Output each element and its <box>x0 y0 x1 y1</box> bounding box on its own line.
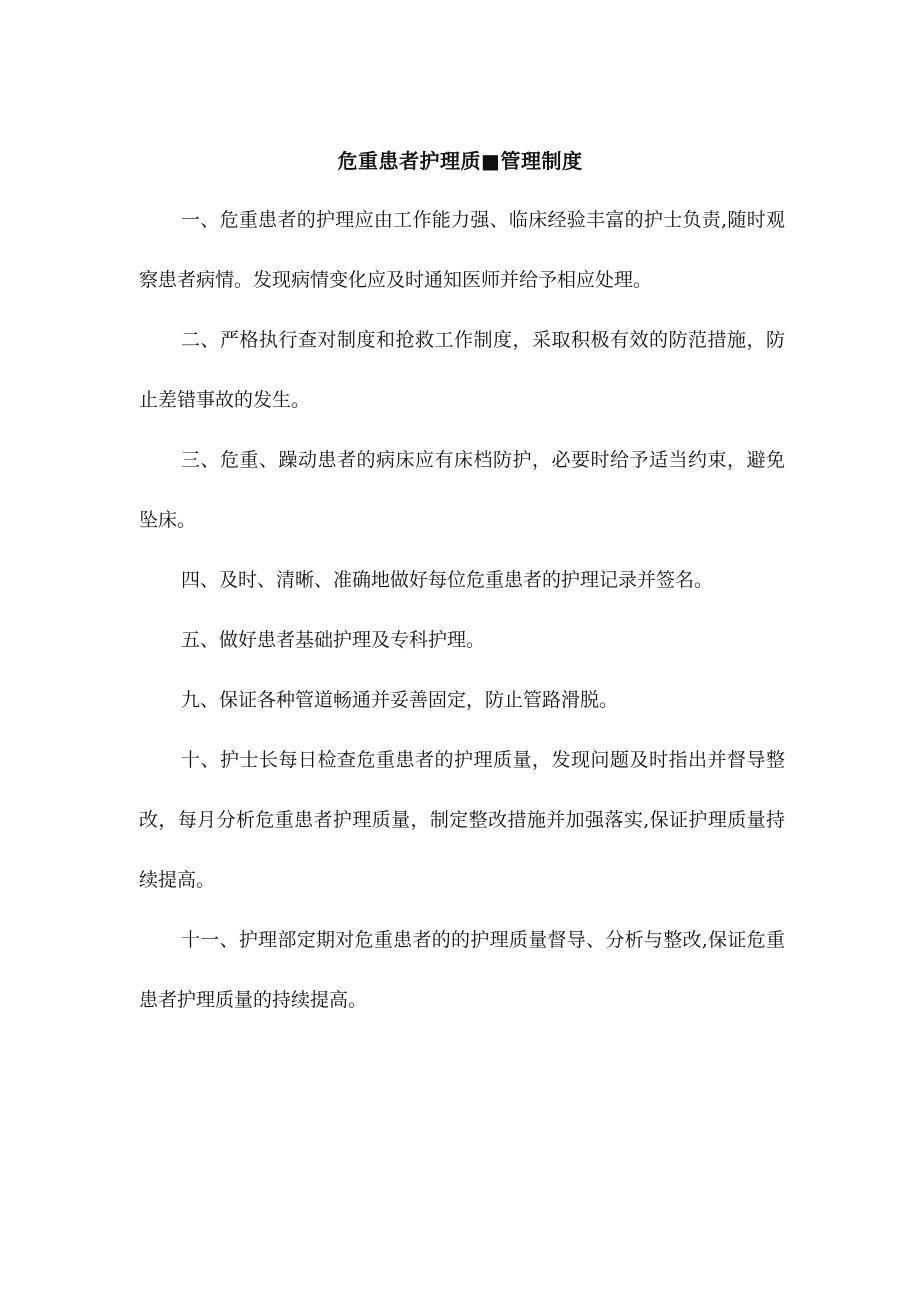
document-body <box>139 190 785 1030</box>
clause-11: 十一、护理部定期对危重患者的的护理质量督导、分析与整改,保证危重患者护理质量的持续提高。 <box>139 929 785 1011</box>
clause-4: 四、及时、清晰、准确地做好每位危重患者的护理记录并签名。 <box>181 569 714 591</box>
clause-1: 一、危重患者的护理应由工作能力强、临床经验丰富的护士负责,随时观察患者病情。发现病情变化应及时通知医师并给予相应处理。 <box>139 209 785 291</box>
clause-9: 九、保证各种管道畅通并妥善固定，防止管路滑脱。 <box>181 689 619 711</box>
clause-10: 十、护士长每日检查危重患者的护理质量，发现问题及时指出并督导整改，每月分析危重患者护理质量，制定整改措施并加强落实,保证护理质量持续提高。 <box>139 749 785 891</box>
clause-5: 五、做好患者基础护理及专科护理。 <box>181 629 486 651</box>
clause-2: 二、严格执行查对制度和抢救工作制度，采取积极有效的防范措施，防止差错事故的发生。 <box>139 329 785 411</box>
document-title: 危重患者护理质■管理制度 <box>337 149 583 174</box>
clause-3: 三、危重、躁动患者的病床应有床档防护，必要时给予适当约束，避免坠床。 <box>139 449 785 531</box>
